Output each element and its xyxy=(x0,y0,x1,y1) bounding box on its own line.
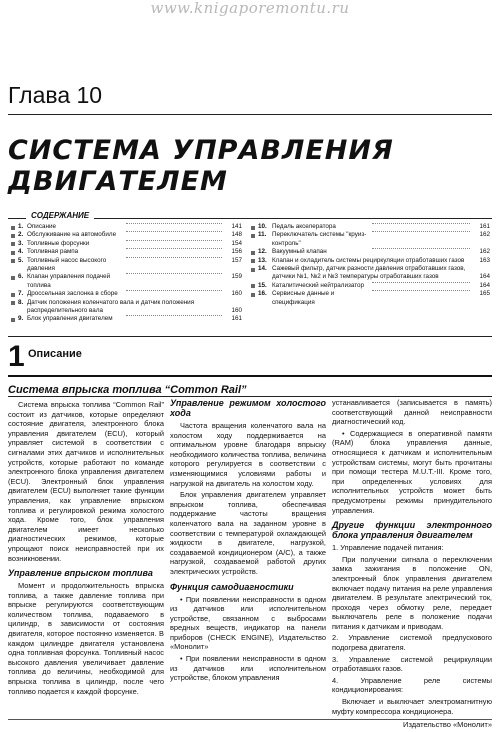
section-number: 1 xyxy=(8,340,25,373)
toc-item[interactable]: 3. Топливные форсунки 154 xyxy=(18,240,242,248)
square-bullet-icon xyxy=(11,318,15,322)
square-bullet-icon xyxy=(11,226,15,230)
toc-item[interactable]: 8. Датчик положения коленчатого вала и датчик положения распределительного вала 160 xyxy=(18,299,242,316)
toc-item[interactable]: 9. Блок управления двигателем 161 xyxy=(18,315,242,323)
title-line-2: ДВИГАТЕЛЕМ xyxy=(8,166,228,197)
square-bullet-icon xyxy=(251,226,255,230)
subsection-title: Система впрыска топлива “Common Rail” xyxy=(8,384,247,396)
square-bullet-icon xyxy=(11,234,15,238)
toc-item[interactable]: 6. Клапан управления подачей топлива 159 xyxy=(18,273,242,290)
paragraph: Момент и продолжительность впрыска топлива, а также давление топлива при впрыске регулируются соответствующим количеством топлива, подаваемого в цилиндр, в зависимости от состояния двигателя, которое постоянно изменяется. В каждом цилиндре двигателя установлена одна топливная форсунка. Топливный насос высокого давления увеличивает давление топлива до величины, необходимой для впрыска топлива в цилиндр, после чего топливо подается к каждой форсунке. xyxy=(8,581,164,696)
paragraph: Система впрыска топлива “Common Rail” состоит из датчиков, которые определяют состояние двигателя, электронного блока управления двигателем (ECU), который управляет системой в соответствии с сигналами этих датчиков и исполнительных устройств, которые работают по команде электронного блока управления двигателем (ECU). Электронный блок управления двигателем (ECU) выполняет такие функции управления, как управление впрыском топлива и регулировкой режима холостого хода. Кроме того, блок управления двигателем имеет несколько диагностических режимов, которые упрощают поиск неисправностей при их возникновении. xyxy=(8,400,164,563)
toc-item[interactable]: 10. Педаль акселератора 161 xyxy=(258,223,490,231)
list-item: 1. Управление подачей питания: xyxy=(332,543,444,553)
divider xyxy=(8,336,492,337)
heading: Функция самодиагностики xyxy=(170,581,294,592)
square-bullet-icon xyxy=(251,284,255,288)
square-bullet-icon xyxy=(11,293,15,297)
text-column-3 xyxy=(332,398,492,718)
toc-item[interactable]: 15. Каталитический нейтрализатор 164 xyxy=(258,282,490,290)
list-item: 2. Управление системой предпускового подогрева двигателя. xyxy=(332,633,492,653)
heading: Другие функции электронного блока управления двигателем xyxy=(332,520,492,541)
toc-item[interactable]: 7. Дроссельная заслонка в сборе 160 xyxy=(18,290,242,298)
square-bullet-icon xyxy=(251,293,255,297)
bullet-item: • Содержащиеся в оперативной памяти (RAM) блока управления данные, относящиеся к датчикам и исполнительным устройствам системы, могут быть прочитаны при помощи тестера M.U.T.-III. Кроме того, при определенных условиях для исполнительных устройств может быть предусмотрены режимы принудительного управления. xyxy=(332,428,492,515)
chapter-label: Глава 10 xyxy=(8,82,103,108)
text-column-1 xyxy=(8,400,164,698)
text-column-2 xyxy=(170,398,326,685)
bullet-item: • При появлении неисправности в одном из датчиков или исполнительном устройстве, блоком управления xyxy=(170,654,326,683)
page-title xyxy=(8,135,498,197)
site-watermark: www.knigaporemontu.ru xyxy=(150,0,350,17)
square-bullet-icon xyxy=(11,301,15,305)
toc-item[interactable]: 12. Вакуумный клапан 162 xyxy=(258,248,490,256)
toc-item[interactable]: 5. Топливный насос высокого давления 157 xyxy=(18,257,242,274)
paragraph: Блок управления двигателем управляет впрыском топлива, обеспечивая поддержание частоты вращения коленчатого вала на заданном уровне в соответствии с температурой охлаждающей жидкости в двигателе, нагрузкой, создаваемой кондиционером (A/C), а также нагрузкой, создаваемой работой других электрических устройств. xyxy=(170,490,326,576)
bullet-item: • При появлении неисправности в одном из датчиков или исполнительном устройстве, связанном с выбросами вредных веществ, индикатор на панели приборов (CHECK ENGINE), Издательство «Монолит» xyxy=(170,594,326,652)
toc-left-column xyxy=(18,223,242,324)
heading: Управление режимом холостого хода xyxy=(170,398,326,418)
toc-item[interactable]: 11. Переключатель системы "круиз-контроль" 162 xyxy=(258,231,490,248)
square-bullet-icon xyxy=(251,251,255,255)
paragraph: При получении сигнала о переключении замка зажигания в положение ON, электронный блок управления двигателем включает подачу питания на реле управления двигателем. В результате электрический ток, проходя через обмотку реле, передает выключатель реле в положение подачи питания к датчикам и приводам. xyxy=(332,554,492,631)
divider xyxy=(8,114,492,115)
toc-item[interactable]: 2. Обслуживание на автомобиле 148 xyxy=(18,231,242,239)
square-bullet-icon xyxy=(11,276,15,280)
square-bullet-icon xyxy=(11,251,15,255)
toc-item[interactable]: 16. Сервисные данные и спецификация 165 xyxy=(258,290,490,307)
square-bullet-icon xyxy=(251,259,255,263)
divider xyxy=(8,375,492,377)
square-bullet-icon xyxy=(251,268,255,272)
paragraph: устанавливается (записывается в память) соответствующий данной неисправности диагностический код. xyxy=(332,398,492,427)
square-bullet-icon xyxy=(11,259,15,263)
list-item: 4. Управление реле системы кондиционирования: xyxy=(332,675,492,695)
toc-item[interactable]: 1. Описание 141 xyxy=(18,223,242,231)
toc-right-column xyxy=(258,223,490,307)
paragraph: Включает и выключает электромагнитную муфту компрессора кондиционера. xyxy=(332,697,492,716)
paragraph: Частота вращения коленчатого вала на холостом ходу поддерживается на оптимальном уровне благодаря впрыску необходимого количества топлива, величина которого регулируется в соответствии с изменяющимися условиями работы и нагрузкой на двигатель на холостом ходу. xyxy=(170,421,326,488)
square-bullet-icon xyxy=(11,242,15,246)
divider xyxy=(8,396,492,397)
toc-item[interactable]: 14. Сажевый фильтр, датчик разности давления отработавших газов, датчики №1, №2 и №3 температуры отработавших газов 164 xyxy=(258,265,490,282)
toc-item[interactable]: 13. Клапан и охладитель системы рециркуляции отработавших газов 163 xyxy=(258,257,490,265)
section-title: Описание xyxy=(28,348,82,360)
publisher-footer: Издательство «Монолит» xyxy=(403,720,492,729)
list-item: 3. Управление системой рециркуляции отработавших газов. xyxy=(332,654,492,674)
heading: Управление впрыском топлива xyxy=(8,568,153,579)
square-bullet-icon xyxy=(251,234,255,238)
toc-item[interactable]: 4. Топливная рампа 156 xyxy=(18,248,242,256)
title-line-1: СИСТЕМА УПРАВЛЕНИЯ xyxy=(8,135,394,166)
contents-heading: СОДЕРЖАНИЕ xyxy=(26,211,94,220)
table-of-contents xyxy=(8,211,492,323)
